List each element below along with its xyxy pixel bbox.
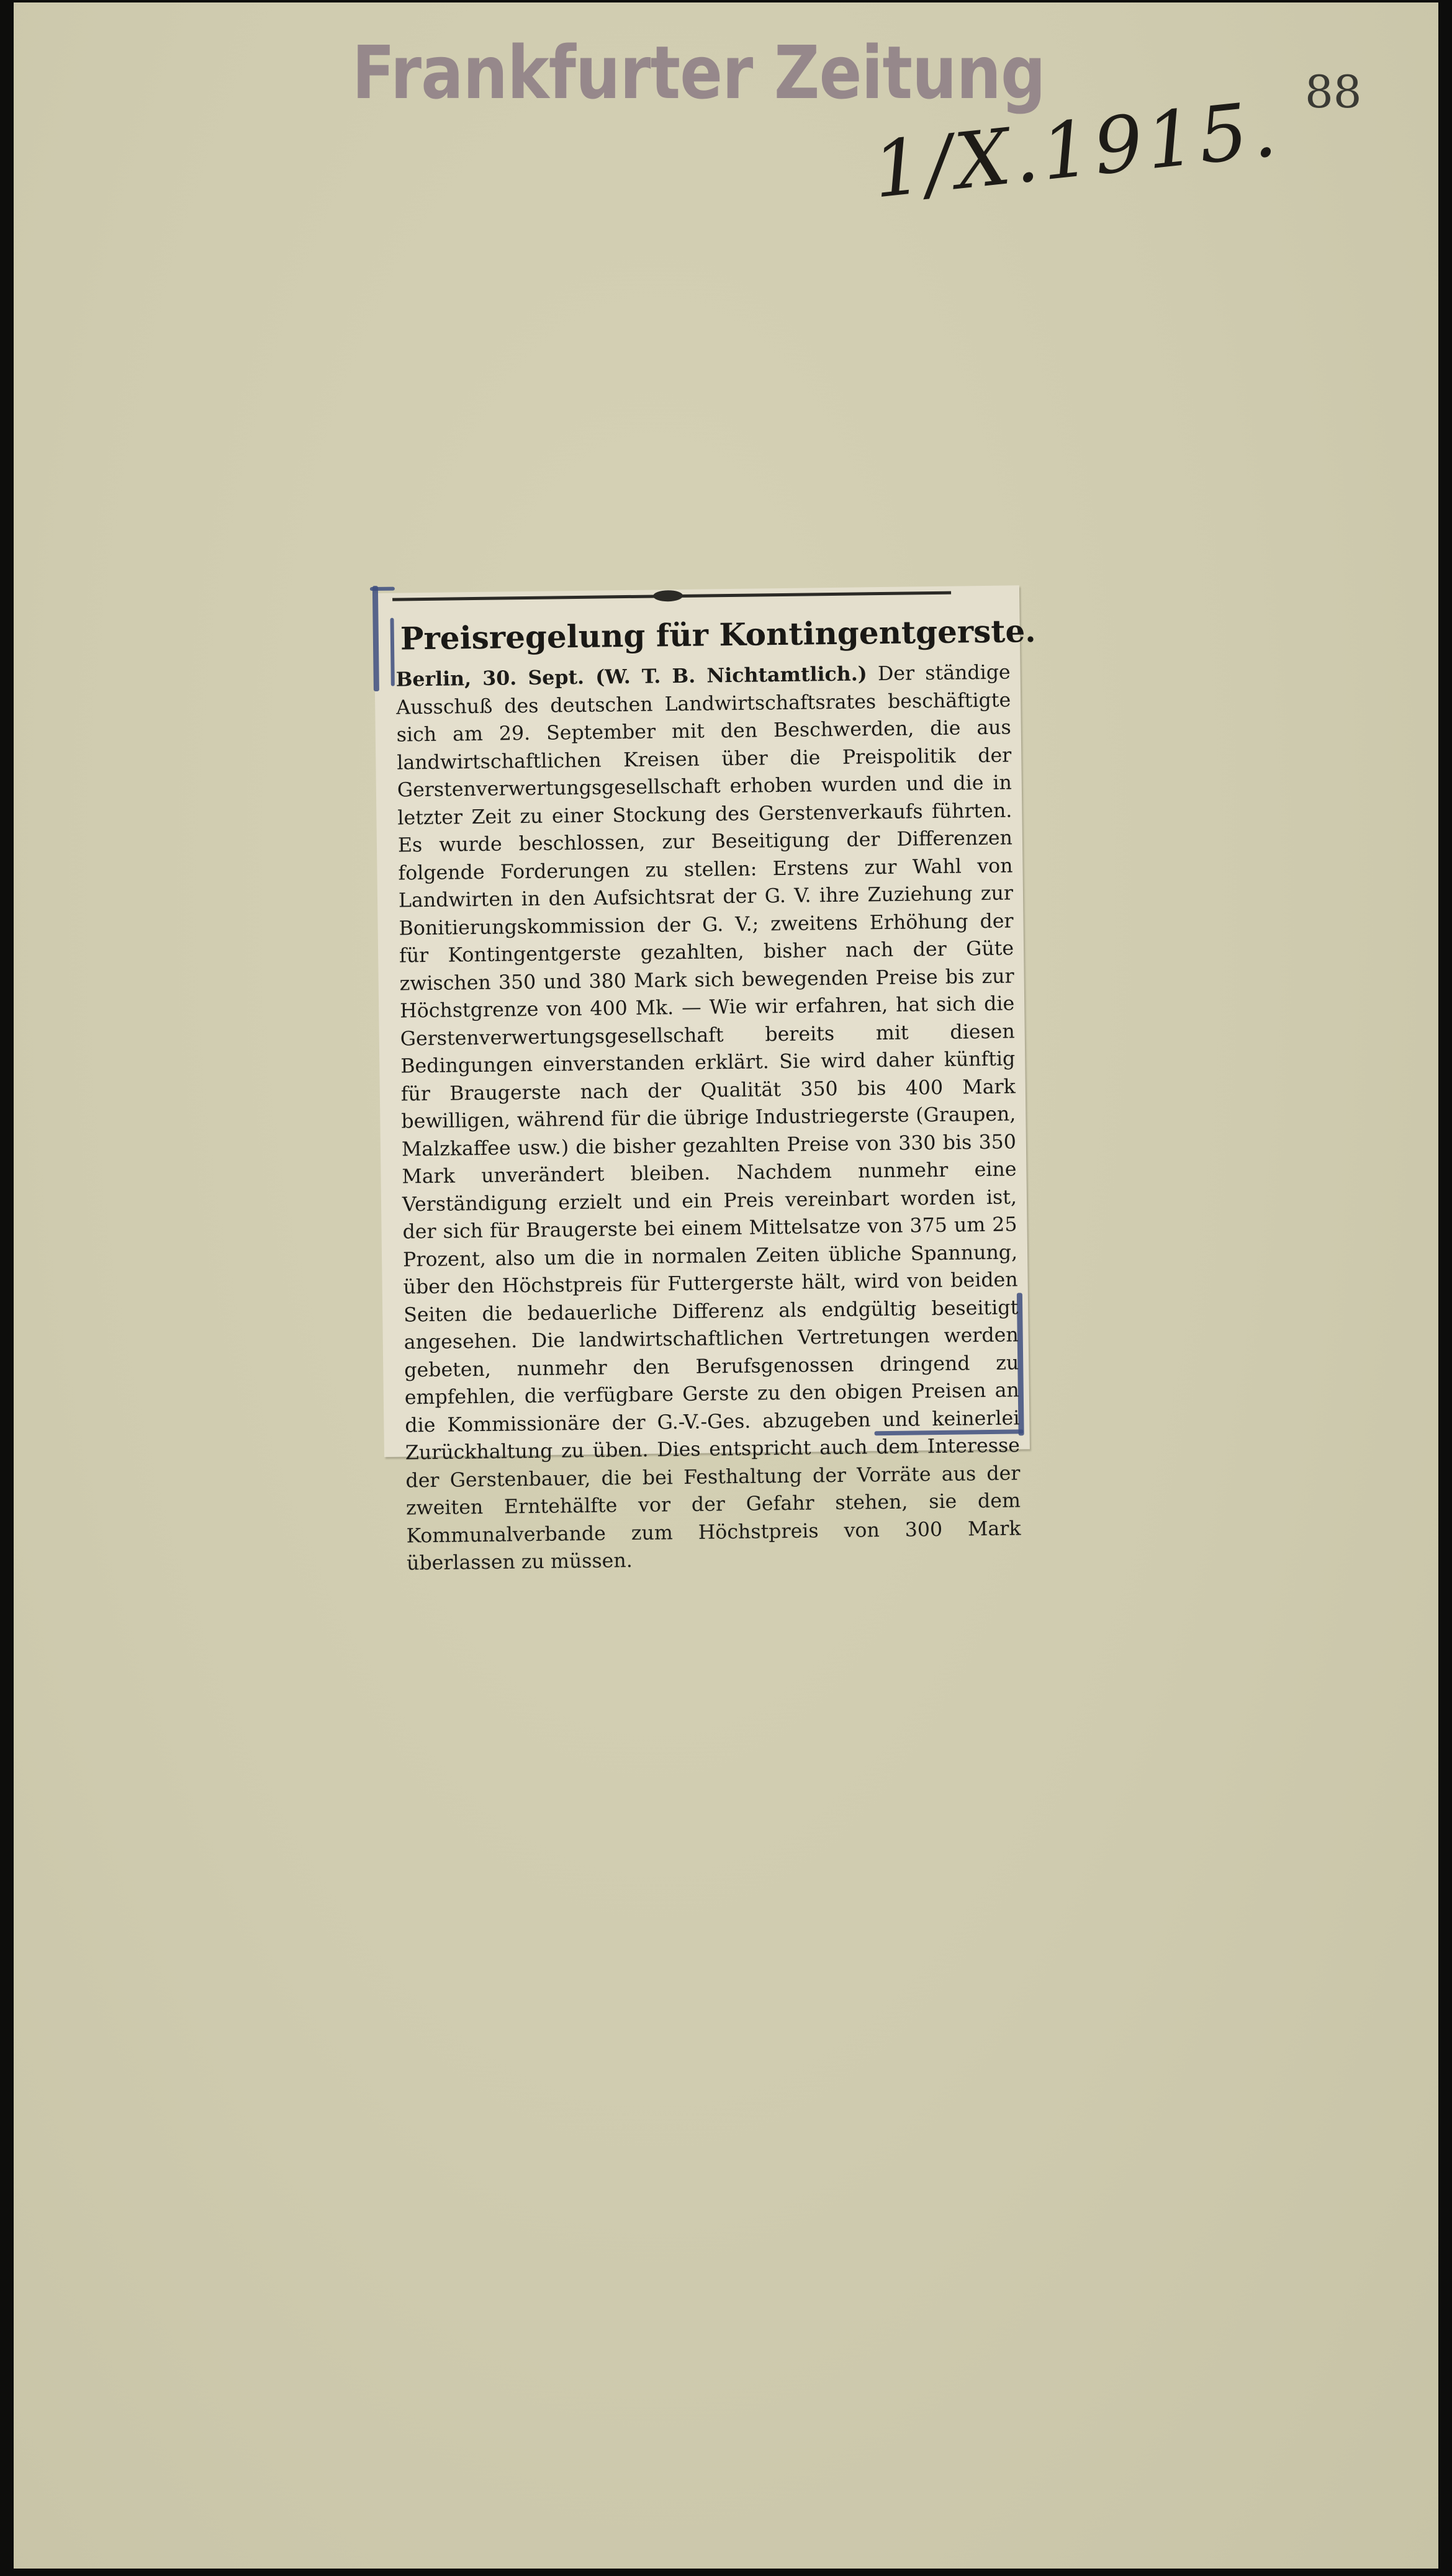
- pencil-bracket-left-inner: [390, 618, 394, 686]
- pencil-bracket-left-top: [370, 587, 395, 591]
- article-headline: Preisregelung für Kontingentgerste.: [400, 612, 1036, 657]
- newspaper-clipping: [374, 585, 1036, 1575]
- newspaper-stamp: Frankfurter Zeitung: [352, 30, 1045, 115]
- ornamental-rule: [392, 591, 951, 601]
- handwritten-date: 1/X.1915.: [868, 84, 1284, 216]
- article-text: Der ständige Ausschuß des deutschen Landwirtschaftsrates beschäftigte sich am 29. September mit den Beschwerden, die aus landwirtschaftlichen Kreisen über die Preispolitik der Gerstenverwertungsgesellschaft erhoben wurden und die in letzter Zeit zu einer Stockung des Gerstenverkaufs führten. Es wurde beschlossen, zur Beseitigung der Differenzen folgende Forderungen zu stellen: Erstens zur Wahl von Landwirten in den Aufsichtsrat der G. V. ihre Zuziehung zur Bonitierungskommission der G. V.; zweitens Erhöhung der für Kontingentgerste gezahlten, bisher nach der Güte zwischen 350 und 380 Mark sich bewegenden Preise bis zur Höchstgrenze von 400 Mk. — Wie wir erfahren, hat sich die Gerstenverwertungsgesellschaft bereits mit diesen Bedingungen einverstanden erklärt. Sie wird daher künftig für Braugerste nach der Qualität 350 bis 400 Mark bewilligen, während für die übrige Industriegerste (Graupen, Malzkaffee usw.) die bisher gezahlten Preise von 330 bis 350 Mark unverändert bleiben. Nachdem nunmehr eine Verständigung erzielt und ein Preis vereinbart worden ist, der sich für Braugerste bei einem Mittelsatze von 375 um 25 Prozent, also um die in normalen Zeiten übliche Spannung, über den Höchstpreis für Futtergerste hält, wird von beiden Seiten die bedauerliche Differenz als endgültig beseitigt angesehen. Die landwirtschaftlichen Vertretungen werden gebeten, nunmehr den Berufsgenossen dringend zu empfehlen, die verfügbare Gerste zu den obigen Preisen an die Kommissionäre der G.-V.-Ges. abzugeben und keinerlei Zurückhaltung zu üben. Dies entspricht auch dem Interesse der Gerstenbauer, die bei Festhaltung der Vorräte aus der zweiten Erntehälfte vor der Gefahr stehen, sie dem Kommunalverbande zum Höchstpreis von 300 Mark überlassen zu müssen.: [396, 661, 1021, 1575]
- article-body: [395, 658, 1021, 1577]
- archive-sheet: [14, 2, 1438, 2569]
- folio-number: 88: [1305, 66, 1362, 118]
- article-dateline: Berlin, 30. Sept. (W. T. B. Nichtamtlich.): [395, 662, 867, 691]
- pencil-bracket-left-vertical: [372, 586, 379, 691]
